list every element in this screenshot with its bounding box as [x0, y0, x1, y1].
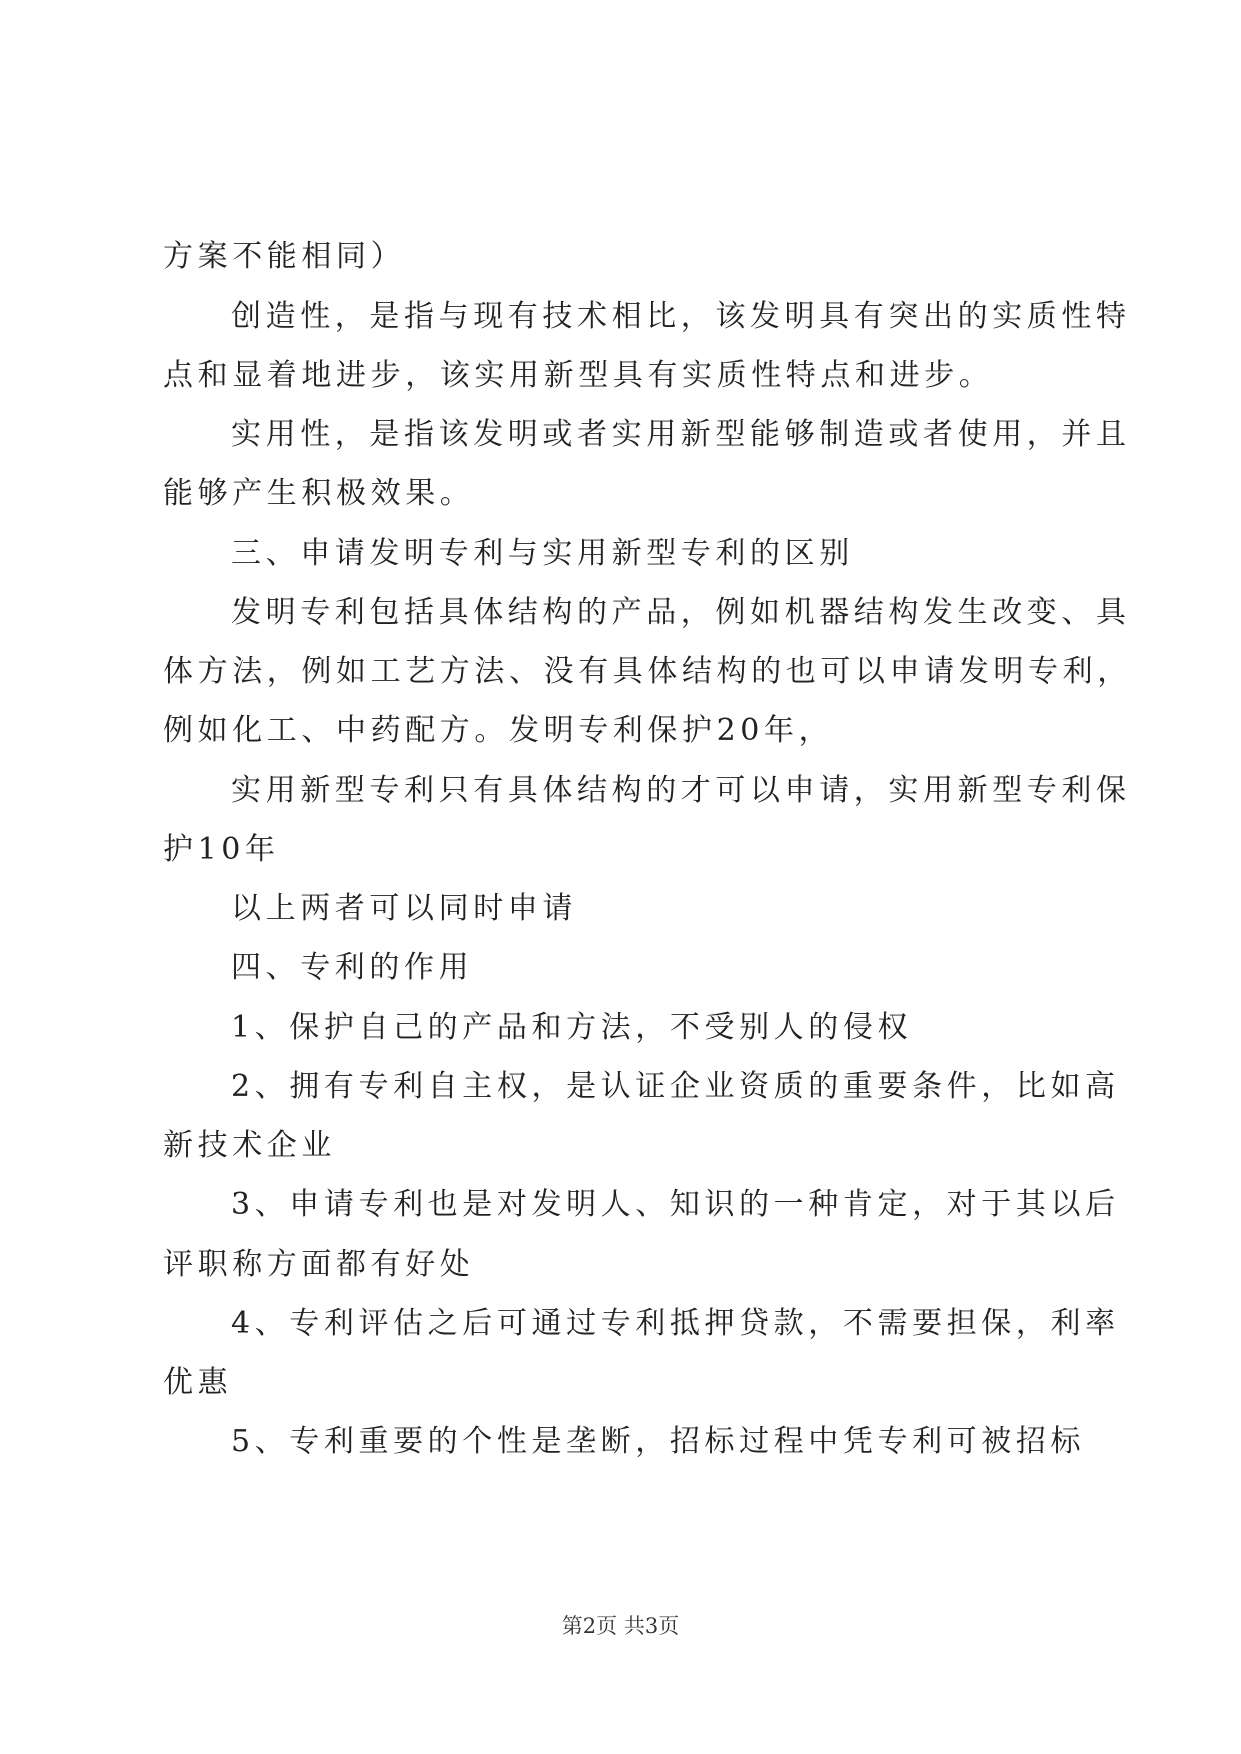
list-item: 3、申请专利也是对发明人、知识的一种肯定，对于其以后 — [231, 1187, 1120, 1222]
text-line: 能够产生积极效果。 — [163, 476, 475, 511]
text-line: 点和显着地进步，该实用新型具有实质性特点和进步。 — [163, 358, 994, 393]
text-line: 例如化工、中药配方。发明专利保护20年， — [163, 713, 834, 748]
list-item: 1、保护自己的产品和方法，不受别人的侵权 — [231, 1010, 913, 1045]
text-line: 新技术企业 — [163, 1128, 336, 1163]
text-line: 以上两者可以同时申请 — [231, 891, 577, 926]
text-line: 方案不能相同） — [163, 239, 406, 274]
text-line: 护10年 — [163, 832, 280, 867]
text-line: 体方法，例如工艺方法、没有具体结构的也可以申请发明专利， — [163, 654, 1132, 689]
list-item: 2、拥有专利自主权，是认证企业资质的重要条件，比如高 — [231, 1069, 1120, 1104]
text-line: 发明专利包括具体结构的产品，例如机器结构发生改变、具 — [231, 595, 1131, 630]
section-heading: 三、申请发明专利与实用新型专利的区别 — [231, 536, 854, 571]
text-line: 实用新型专利只有具体结构的才可以申请，实用新型专利保 — [231, 773, 1131, 808]
text-line: 实用性，是指该发明或者实用新型能够制造或者使用，并且 — [231, 417, 1131, 452]
text-line: 创造性，是指与现有技术相比，该发明具有突出的实质性特 — [231, 299, 1131, 334]
list-item: 5、专利重要的个性是垄断，招标过程中凭专利可被招标 — [231, 1424, 1086, 1459]
text-line: 优惠 — [163, 1365, 233, 1400]
text-line: 评职称方面都有好处 — [163, 1247, 475, 1282]
section-heading: 四、专利的作用 — [231, 950, 474, 985]
list-item: 4、专利评估之后可通过专利抵押贷款，不需要担保，利率 — [231, 1306, 1120, 1341]
page-footer: 第2页 共3页 — [561, 1614, 680, 1638]
